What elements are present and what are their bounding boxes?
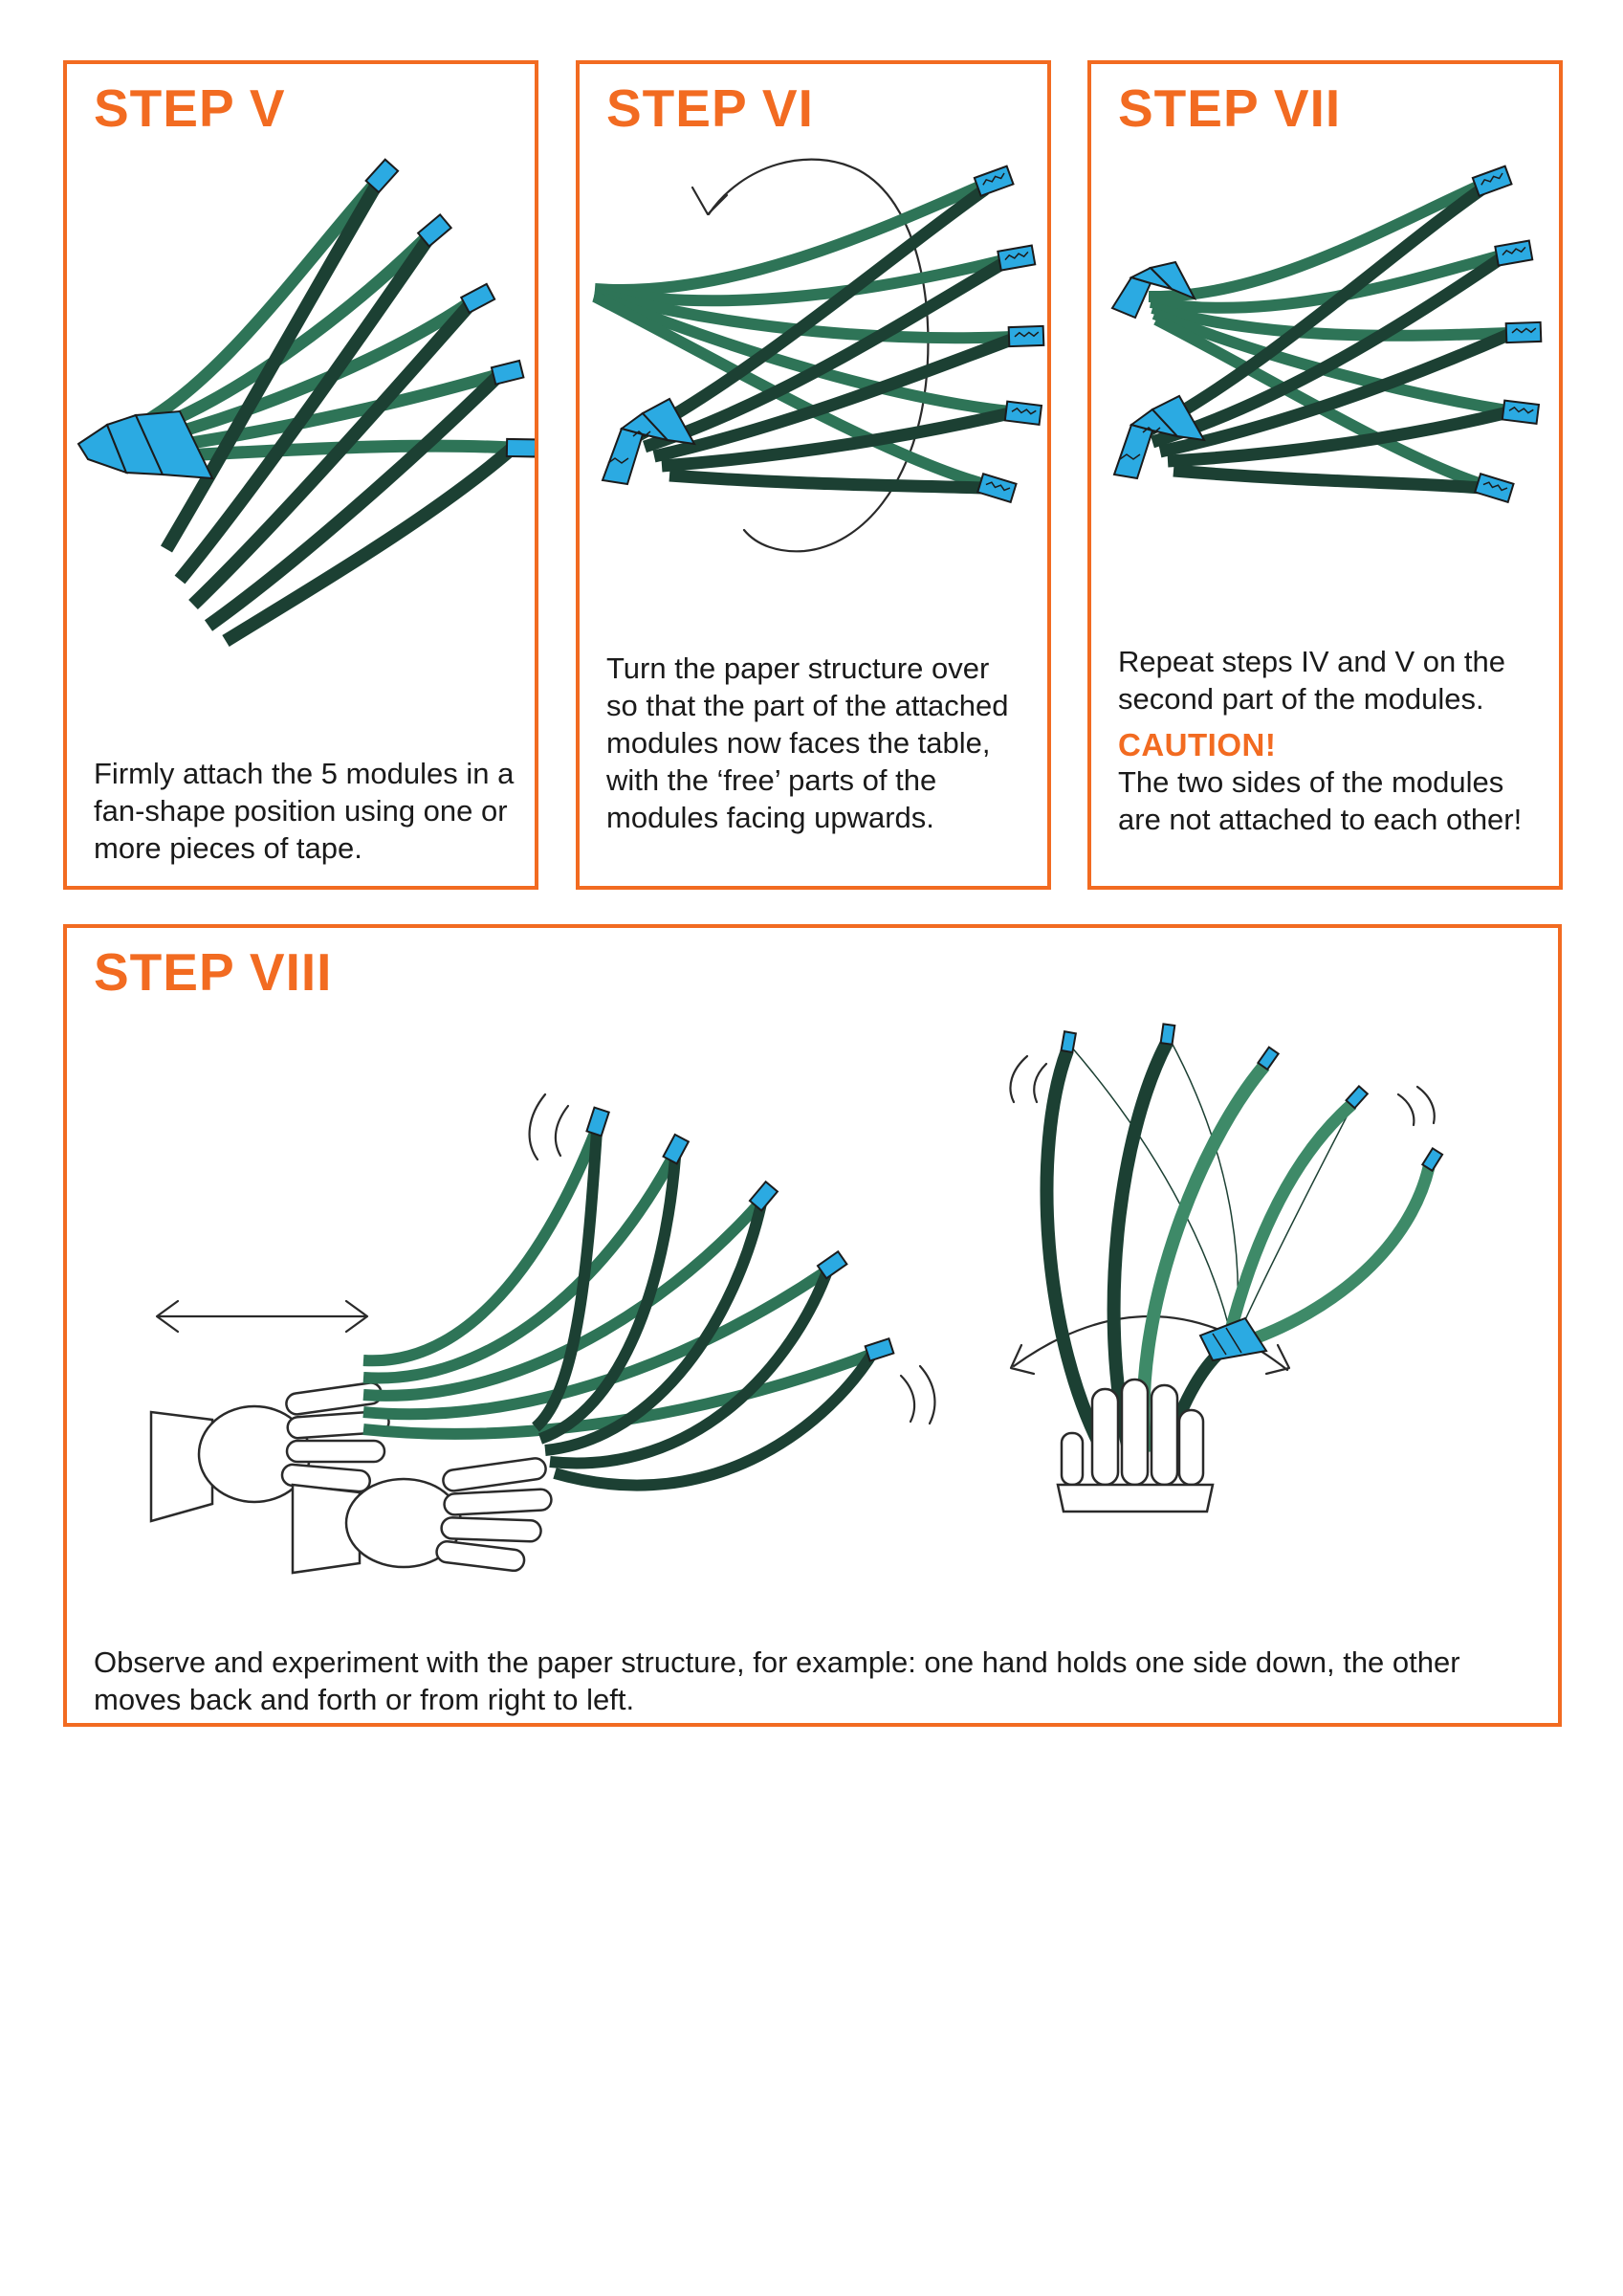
hands-fan-illustration <box>151 1094 934 1573</box>
step-viii-panel <box>63 924 1562 1727</box>
tape-tip-icon <box>1062 1024 1443 1170</box>
step-vi-description: Turn the paper structure over so that the part of the attached modules now faces the table, with the ‘free’ parts of the modules facing upwards. <box>606 651 1009 834</box>
step-viii-illustration <box>67 1014 1558 1626</box>
module-fan <box>595 186 1014 488</box>
step-v-description: Firmly attach the 5 modules in a fan-shape position using one or more pieces of tape. <box>94 757 515 865</box>
step-v-title: STEP V <box>94 78 286 138</box>
step-v-panel <box>63 60 538 890</box>
step-vii-illustration <box>1091 155 1559 643</box>
left-right-arrow-icon <box>157 1301 367 1332</box>
caution-text: The two sides of the modules are not attached to each other! <box>1118 765 1523 836</box>
step-vii-panel <box>1087 60 1563 890</box>
tape-wedge-icon <box>78 411 212 478</box>
caution-label: CAUTION! <box>1118 727 1277 762</box>
module-fan <box>134 184 511 641</box>
step-viii-description: Observe and experiment with the paper structure, for example: one hand holds one side down, the other moves back and forth or from right to left. <box>94 1645 1460 1716</box>
step-vi-illustration <box>580 155 1047 652</box>
step-vi-title: STEP VI <box>606 78 814 138</box>
step-v-illustration <box>67 155 535 729</box>
step-viii-title: STEP VIII <box>94 942 333 1002</box>
bouquet-illustration <box>1010 1024 1442 1512</box>
module-fan <box>1145 186 1510 488</box>
tape-wedge-icon <box>1200 1318 1266 1360</box>
module-fan <box>363 1131 874 1486</box>
step-vi-panel <box>576 60 1051 890</box>
step-vii-title: STEP VII <box>1118 78 1342 138</box>
step-vii-description: Repeat steps IV and V on the second part of the modules. <box>1118 645 1505 716</box>
